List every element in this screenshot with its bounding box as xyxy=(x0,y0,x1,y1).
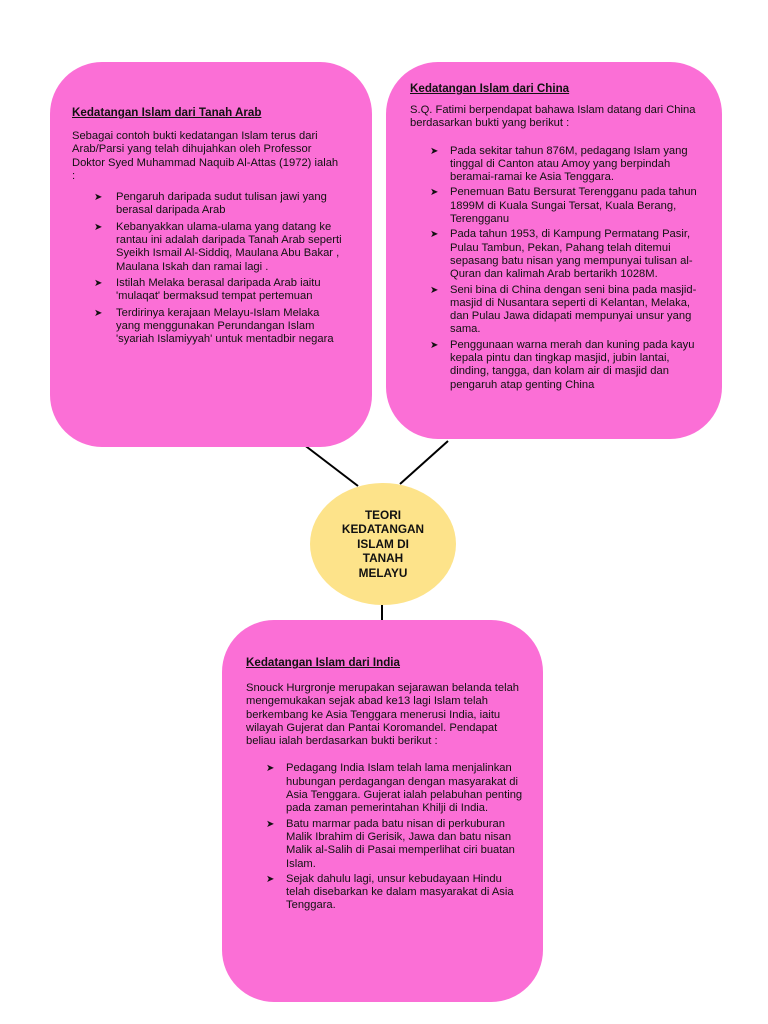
india-heading: Kedatangan Islam dari India xyxy=(246,656,400,669)
bullet-text: Pedagang India Islam telah lama menjalinkan hubungan perdagangan dengan masyarakat di Asia Tenggara. Gujerat ialah pelabuhan penting pada zaman pemerintahan Khilji di India. xyxy=(286,762,523,815)
arrowhead-bullet-icon: ➤ xyxy=(430,187,439,199)
bullet-item xyxy=(266,762,523,815)
bullet-item xyxy=(94,221,344,274)
bullet-item xyxy=(430,284,700,337)
arrowhead-bullet-icon: ➤ xyxy=(94,277,103,289)
center-title: TEORI KEDATANGAN ISLAM DI TANAH MELAYU xyxy=(341,507,425,580)
china-bullet-list xyxy=(410,145,700,392)
arrowhead-bullet-icon: ➤ xyxy=(266,818,275,830)
arab-intro: Sebagai contoh bukti kedatangan Islam terus dari Arab/Parsi yang telah dihujahkan oleh Professor Doktor Syed Muhammad Naquib Al-Attas (1972) ialah : xyxy=(72,130,339,182)
bullet-text: Terdirinya kerajaan Melayu-Islam Melaka yang menggunakan Perundangan Islam 'syariah Islamiyyah' untuk mentadbir negara xyxy=(116,306,334,346)
bullet-item xyxy=(430,145,700,185)
bullet-text: Pengaruh daripada sudut tulisan jawi yang berasal daripada Arab xyxy=(116,191,327,217)
arrowhead-bullet-icon: ➤ xyxy=(430,284,439,296)
bullet-text: Penemuan Batu Bersurat Terengganu pada tahun 1899M di Kuala Sungai Tersat, Kuala Berang, Terengganu xyxy=(450,186,697,226)
arrowhead-bullet-icon: ➤ xyxy=(430,339,439,351)
box-india xyxy=(222,620,543,1002)
bullet-text: Batu marmar pada batu nisan di perkuburan Malik Ibrahim di Gerisik, Jawa dan batu nisan Malik al-Salih di Pasai memperlihat ciri buatan Islam. xyxy=(286,817,515,870)
bullet-item xyxy=(430,228,700,281)
arab-heading: Kedatangan Islam dari Tanah Arab xyxy=(72,106,262,119)
bullet-item xyxy=(94,277,344,304)
bullet-text: Istilah Melaka berasal daripada Arab iaitu 'mulaqat' bermaksud tempat pertemuan xyxy=(116,276,321,303)
box-arab xyxy=(50,62,372,447)
bullet-item xyxy=(266,873,523,913)
bullet-text: Kebanyakkan ulama-ulama yang datang ke rantau ini adalah daripada Tanah Arab seperti Syeikh Ismail Al-Siddiq, Maulana Abu Bakar , Maulana Iskah dan ramai lagi . xyxy=(116,220,342,273)
connector-arab xyxy=(303,444,358,486)
box-china xyxy=(386,62,722,439)
bullet-item xyxy=(266,818,523,871)
bullet-text: Sejak dahulu lagi, unsur kebudayaan Hindu telah disebarkan ke dalam masyarakat di Asia Tenggara. xyxy=(286,872,514,912)
bullet-item xyxy=(94,191,344,218)
arab-bullet-list xyxy=(72,191,344,346)
bullet-text: Seni bina di China dengan seni bina pada masjid-masjid di Nusantara seperti di Kelantan, Melaka, dan Pulau Jawa didapati mempunyai unsur yang sama. xyxy=(450,283,697,336)
bullet-item xyxy=(430,339,700,392)
china-heading: Kedatangan Islam dari China xyxy=(410,82,570,95)
arrowhead-bullet-icon: ➤ xyxy=(266,873,275,885)
arrowhead-bullet-icon: ➤ xyxy=(94,221,103,233)
india-intro: Snouck Hurgronje merupakan sejarawan belanda telah mengemukakan sejak abad ke13 lagi Islam telah berkembang ke Asia Tenggara menerusi India, iaitu wilayah Gujerat dan Pantai Koromandel. Pendapat beliau ialah berdasarkan bukti berikut : xyxy=(246,682,520,748)
connector-china xyxy=(400,441,448,484)
arrowhead-bullet-icon: ➤ xyxy=(430,229,439,241)
india-bullet-list xyxy=(246,762,523,912)
bullet-text: Pada tahun 1953, di Kampung Permatang Pasir, Pulau Tambun, Pekan, Pahang telah ditemui sepasang batu nisan yang mempunyai tulisan al-Quran dan kalimah Arab bertarikh 1028M. xyxy=(450,228,693,281)
bullet-item xyxy=(94,307,344,347)
bullet-text: Pada sekitar tahun 876M, pedagang Islam yang tinggal di Canton atau Amoy yang berpindah beramai-ramai ke Asia Tenggara. xyxy=(450,144,688,184)
china-intro: S.Q. Fatimi berpendapat bahawa Islam datang dari China berdasarkan bukti yang berikut : xyxy=(410,104,696,130)
bullet-text: Penggunaan warna merah dan kuning pada kayu kepala pintu dan tingkap masjid, jubin lantai, dinding, tangga, dan kolam air di masjid dan pengaruh atap genting China xyxy=(450,338,695,391)
arrowhead-bullet-icon: ➤ xyxy=(430,145,439,157)
center-node xyxy=(310,483,456,605)
arrowhead-bullet-icon: ➤ xyxy=(266,763,275,775)
arrowhead-bullet-icon: ➤ xyxy=(94,192,103,204)
bullet-item xyxy=(430,186,700,226)
arrowhead-bullet-icon: ➤ xyxy=(94,307,103,319)
